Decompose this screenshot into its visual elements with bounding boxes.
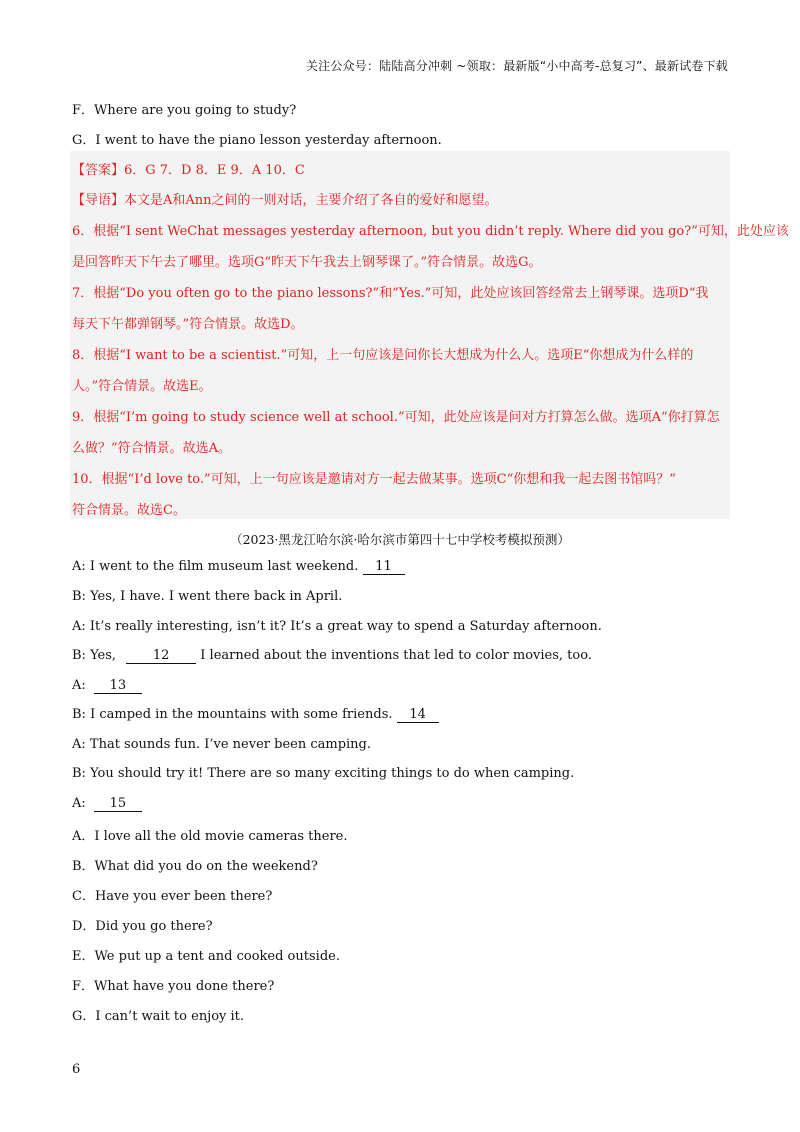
option-b: B．What did you do on the weekend? [72,859,318,874]
option-f-prev: F．Where are you going to study? [72,103,297,118]
explanation-line: 每天下午都弹钢琴。”符合情景。故选D。 [72,317,304,332]
dialogue-line-7: A: That sounds fun. I’ve never been camping. [72,737,372,752]
source-citation: （2023·黑龙江哈尔滨·哈尔滨市第四十七中学校考模拟预测） [230,532,570,547]
dialogue-line-5 [72,678,142,694]
blank-12[interactable]: 12 [126,649,196,664]
option-g: G．I can’t wait to enjoy it. [72,1009,245,1024]
option-g-prev: G．I went to have the piano lesson yesterday afternoon. [72,133,442,148]
explanation-line: 是回答昨天下午去了哪里。选项G“昨天下午我去上钢琴课了。”符合情景。故选G。 [72,255,542,270]
explanation-line: 9．根据“I’m going to study science well at school.”可知，此处应该是问对方打算怎么做。选项A“你打算怎 [72,410,720,425]
answer-key: 【答案】6．G 7．D 8．E 9．A 10．C [72,163,305,178]
option-e: E．We put up a tent and cooked outside. [72,949,340,964]
page-header: 关注公众号：陆陆高分冲刺 ~领取：最新版“小中高考-总复习”、最新试卷下载 [305,59,728,73]
page-number: 6 [72,1062,81,1077]
dialogue-line-1 [72,559,405,575]
dialogue-line-4 [72,648,592,664]
explanation-line: 6．根据“I sent WeChat messages yesterday afternoon, but you didn’t reply. Where did you go?”可知，此处应该 [72,224,789,239]
blank-14[interactable]: 14 [397,708,439,723]
explanation-line: 人。”符合情景。故选E。 [72,379,212,394]
option-c: C．Have you ever been there? [72,889,273,904]
dialogue-text: A: [72,678,90,693]
option-d: D．Did you go there? [72,919,213,934]
dialogue-text: A: [72,796,90,811]
dialogue-text: I learned about the inventions that led to color movies, too. [196,648,592,663]
option-a: A．I love all the old movie cameras there. [72,829,348,844]
explanation-line: 符合情景。故选C。 [72,503,186,518]
explanation-line: 么做？”符合情景。故选A。 [72,441,232,456]
dialogue-text: B: Yes, [72,648,121,663]
blank-11[interactable]: 11 [363,560,405,575]
explanation-line: 7．根据“Do you often go to the piano lessons?”和“Yes.”可知，此处应该回答经常去上钢琴课。选项D“我 [72,286,709,301]
guide-text: 【导语】本文是A和Ann之间的一则对话，主要介绍了各自的爱好和愿望。 [72,193,498,208]
dialogue-line-8: B: You should try it! There are so many exciting things to do when camping. [72,766,575,781]
dialogue-text: B: I camped in the mountains with some friends. [72,707,397,722]
explanation-line: 8．根据“I want to be a scientist.”可知，上一句应该是问你长大想成为什么人。选项E“你想成为什么样的 [72,348,694,363]
dialogue-line-9 [72,796,142,812]
option-f: F．What have you done there? [72,979,275,994]
dialogue-text: A: I went to the film museum last weekend. [72,559,363,574]
blank-15[interactable]: 15 [94,797,142,812]
blank-13[interactable]: 13 [94,679,142,694]
explanation-line: 10．根据“I’d love to.”可知，上一句应该是邀请对方一起去做某事。选项C“你想和我一起去图书馆吗？” [72,472,676,487]
dialogue-line-2: B: Yes, I have. I went there back in April. [72,589,343,604]
dialogue-line-6 [72,707,439,723]
dialogue-line-3: A: It’s really interesting, isn’t it? It’s a great way to spend a Saturday afternoon. [72,619,602,634]
